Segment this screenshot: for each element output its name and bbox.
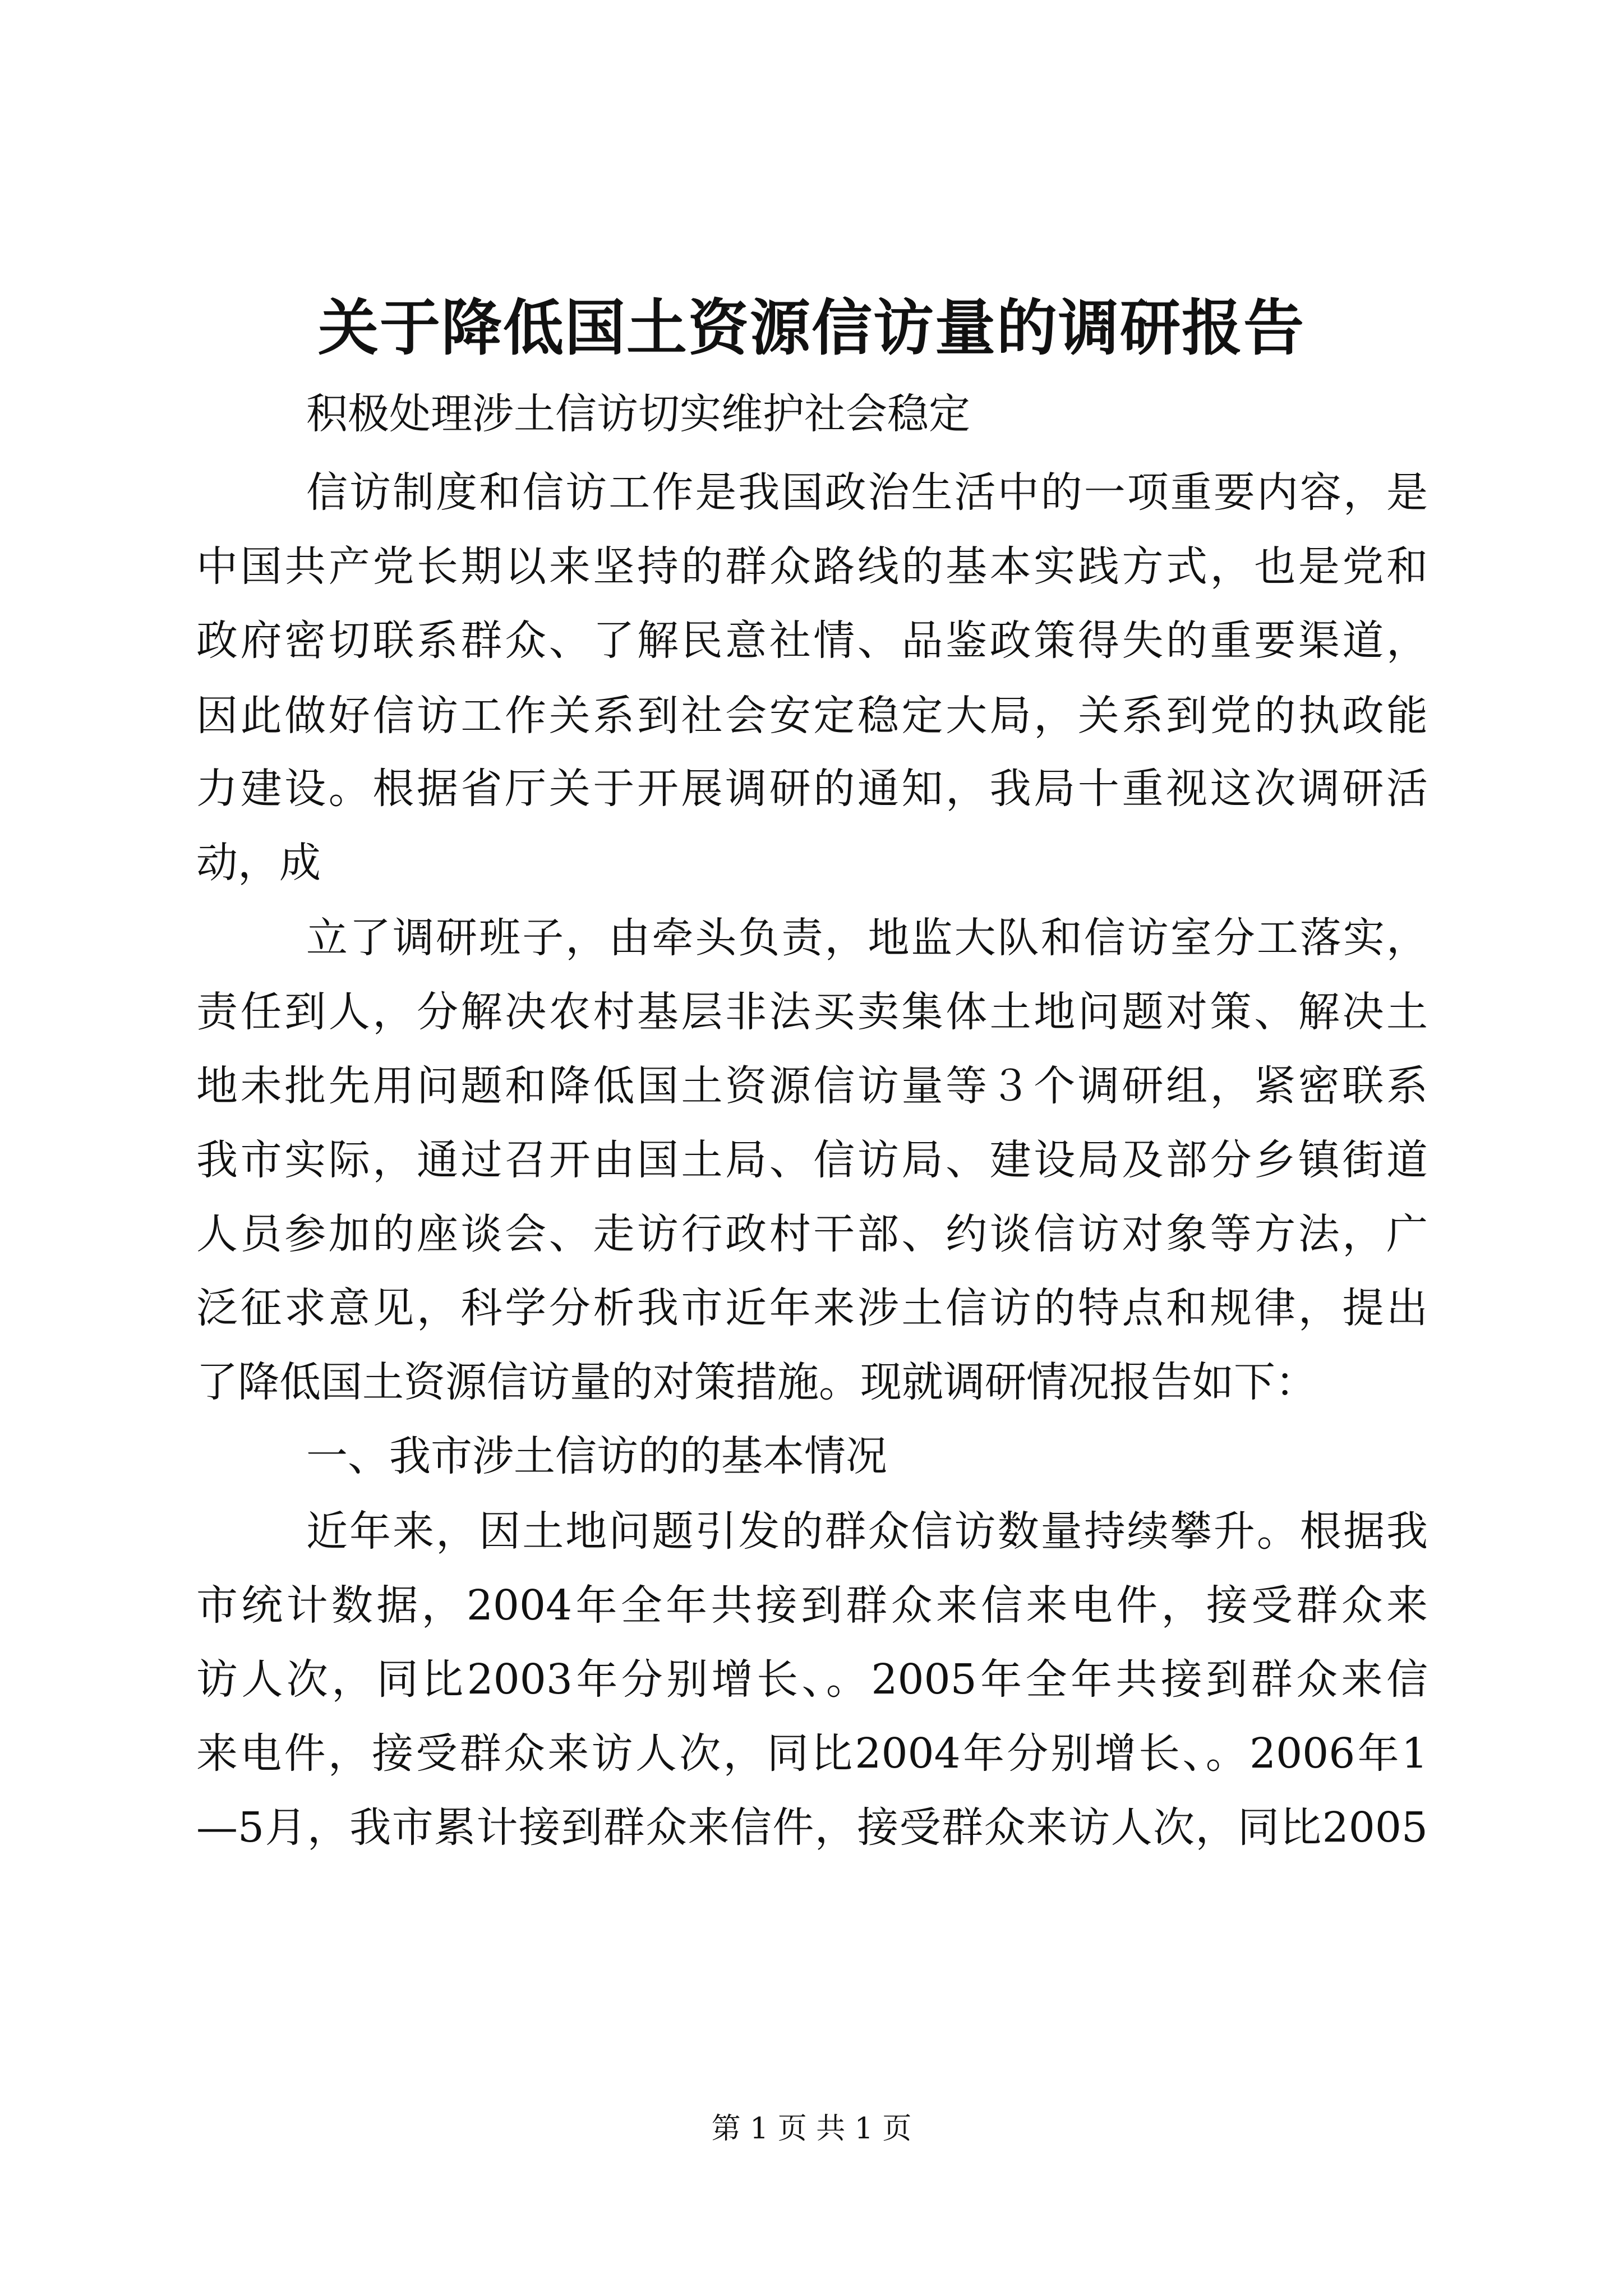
paragraph-2-line-3: 地未批先用问题和降低国土资源信访量等３个调研组，紧密联系 bbox=[196, 1062, 1428, 1110]
paragraph-3-line-3: 访人次，同比2003年分别增长、。2005年全年共接到群众来信 bbox=[196, 1655, 1428, 1704]
paragraph-2-line-1: 立了调研班子，由牵头负责，地监大队和信访室分工落实， bbox=[306, 914, 1428, 962]
paragraph-1-line-5: 力建设。根据省厅关于开展调研的通知，我局十重视这次调研活 bbox=[196, 765, 1428, 813]
paragraph-1-line-3: 政府密切联系群众、了解民意社情、品鉴政策得失的重要渠道， bbox=[196, 616, 1428, 665]
paragraph-1-line-6: 动，成 bbox=[196, 839, 321, 887]
paragraph-1-line-4: 因此做好信访工作关系到社会安定稳定大局，关系到党的执政能 bbox=[196, 692, 1428, 740]
section-heading: 一、我市涉土信访的的基本情况 bbox=[306, 1432, 887, 1480]
paragraph-2-line-2: 责任到人，分解决农村基层非法买卖集体土地问题对策、解决土 bbox=[196, 988, 1428, 1036]
paragraph-2-line-4: 我市实际，通过召开由国土局、信访局、建设局及部分乡镇街道 bbox=[196, 1136, 1428, 1184]
paragraph-3-line-5: —5月，我市累计接到群众来信件，接受群众来访人次，同比2005 bbox=[196, 1803, 1428, 1852]
paragraph-2-line-6: 泛征求意见，科学分析我市近年来涉土信访的特点和规律，提出 bbox=[196, 1284, 1428, 1332]
paragraph-3-line-2: 市统计数据，2004年全年共接到群众来信来电件，接受群众来 bbox=[196, 1581, 1428, 1630]
paragraph-2-line-5: 人员参加的座谈会、走访行政村干部、约谈信访对象等方法，广 bbox=[196, 1210, 1428, 1258]
paragraph-3-line-4: 来电件，接受群众来访人次，同比2004年分别增长、。2006年1 bbox=[196, 1729, 1428, 1778]
document-title: 关于降低国土资源信访量的调研报告 bbox=[317, 293, 1305, 364]
paragraph-1-line-2: 中国共产党长期以来坚持的群众路线的基本实践方式，也是党和 bbox=[196, 542, 1428, 591]
subtitle-line: 积极处理涉土信访切实维护社会稳定 bbox=[306, 390, 970, 438]
page-footer: 第 1 页 共 1 页 bbox=[711, 2112, 912, 2146]
paragraph-1-line-1: 信访制度和信访工作是我国政治生活中的一项重要内容，是 bbox=[306, 468, 1428, 517]
paragraph-2-line-7: 了降低国土资源信访量的对策措施。现就调研情况报告如下： bbox=[196, 1358, 1317, 1406]
paragraph-3-line-1: 近年来，因土地问题引发的群众信访数量持续攀升。根据我 bbox=[306, 1507, 1428, 1556]
